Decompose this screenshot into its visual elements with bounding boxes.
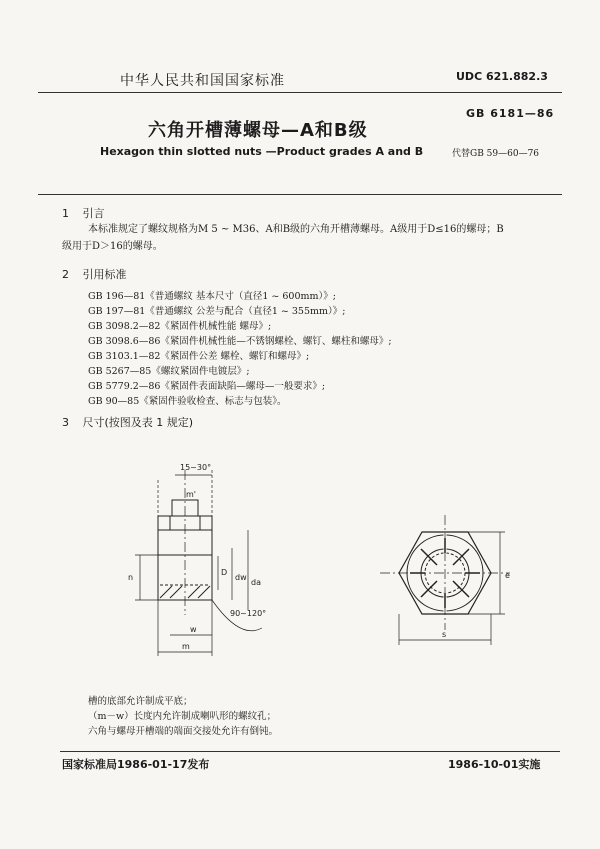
label-m-prime: m' <box>186 490 196 499</box>
label-w: w <box>190 625 197 634</box>
title-english: Hexagon thin slotted nuts —Product grades A and B <box>100 145 424 158</box>
implementation-date: 1986-10-01实施 <box>448 758 541 771</box>
label-n: n <box>128 573 134 582</box>
note-item: （m－w）长度内允许制成喇叭形的螺纹孔； <box>88 711 277 722</box>
section-2-title: 引用标准 <box>82 268 127 281</box>
reference-item: GB 196—81《普通螺纹 基本尺寸（直径1 ~ 600mm）》; <box>88 291 336 302</box>
reference-item: GB 5267—85《螺纹紧固件电镀层》; <box>88 366 250 377</box>
section-3-number: 3 <box>62 416 69 429</box>
figure-notes <box>88 694 278 739</box>
section-1-title: 引言 <box>82 207 105 220</box>
label-D: D <box>221 568 228 577</box>
reference-item: GB 3098.6—86《紧固件机械性能—不锈钢螺栓、螺钉、螺柱和螺母》; <box>88 336 392 347</box>
label-e: e <box>505 571 510 580</box>
note-item: 六角与螺母开槽端的端面交接处允许有倒钝。 <box>88 726 279 737</box>
reference-item: GB 90—85《紧固件验收检查、标志与包装》。 <box>88 396 287 407</box>
publish-date: 国家标准局1986-01-17发布 <box>62 758 210 771</box>
standard-body-heading: 中华人民共和国国家标准 <box>120 73 285 89</box>
label-da: da <box>251 578 261 587</box>
replaces-note: 代替GB 59—60—76 <box>452 149 540 159</box>
section-1-line-2: 级用于D＞16的螺母。 <box>62 241 163 252</box>
label-s: s <box>442 630 447 639</box>
label-dw: dw <box>235 573 247 582</box>
section-2-number: 2 <box>62 268 69 281</box>
label-m: m <box>182 642 190 651</box>
section-1-number: 1 <box>62 207 69 220</box>
nut-side-view <box>135 470 262 656</box>
reference-item: GB 197—81《普通螺纹 公差与配合（直径1 ~ 355mm）》; <box>88 306 346 317</box>
section-3-title: 尺寸(按图及表 1 规定) <box>82 416 194 429</box>
nut-top-view <box>380 515 510 645</box>
reference-item: GB 3103.1—82《紧固件公差 螺栓、螺钉和螺母》; <box>88 351 310 362</box>
gb-number: GB 6181—86 <box>466 107 555 120</box>
note-item: 槽的底部允许制成平底； <box>88 696 193 707</box>
udc-code: UDC 621.882.3 <box>456 70 548 83</box>
label-chamfer-angle: 90~120° <box>230 609 267 618</box>
reference-item: GB 5779.2—86《紧固件表面缺陷—螺母—一般要求》; <box>88 381 326 392</box>
reference-item: GB 3098.2—82《紧固件机械性能 螺母》; <box>88 321 272 332</box>
title-chinese: 六角开槽薄螺母—A和B级 <box>148 120 368 141</box>
section-1-line-1: 本标准规定了螺纹规格为M 5 ~ M36、A和B级的六角开槽薄螺母。A级用于D≤16的螺母；B <box>88 224 504 235</box>
footer-rule <box>60 751 560 752</box>
label-slot-angle: 15~30° <box>180 463 212 472</box>
